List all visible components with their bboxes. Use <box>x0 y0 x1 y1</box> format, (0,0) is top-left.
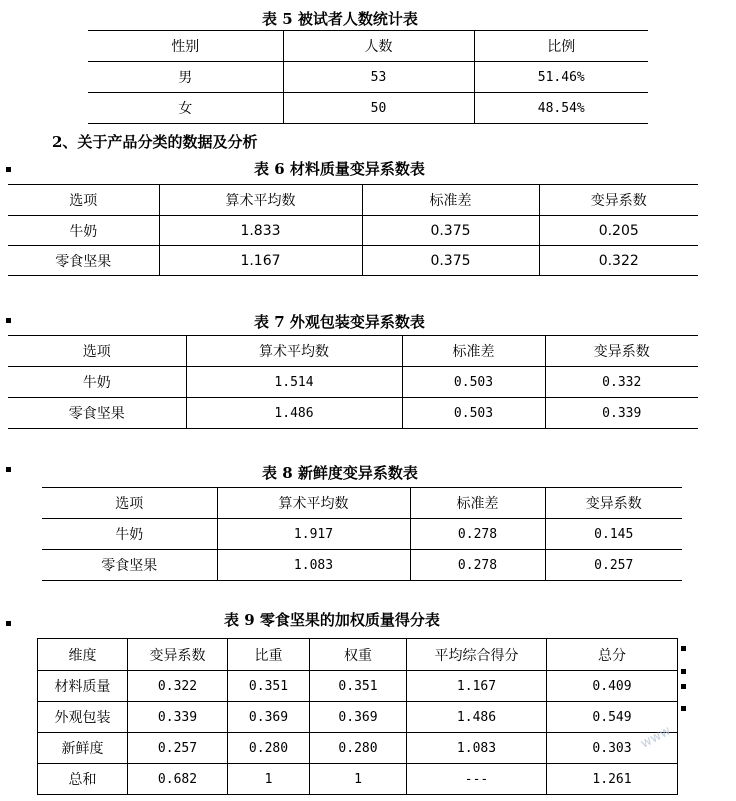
table-cell: 1.261 <box>547 764 678 795</box>
table5-header: 性别 <box>88 31 283 62</box>
table-cell: 0.339 <box>128 702 228 733</box>
table-cell: 0.205 <box>539 216 698 246</box>
row-end-marker <box>681 669 686 674</box>
table6-header: 变异系数 <box>539 185 698 216</box>
table8-header: 标准差 <box>410 488 545 519</box>
table8-header: 变异系数 <box>545 488 682 519</box>
table-cell: 男 <box>88 62 283 93</box>
table8-caption: 表 8 新鲜度变异系数表 <box>262 464 418 482</box>
table-row <box>38 671 678 702</box>
table-row <box>8 398 698 429</box>
table7-header: 标准差 <box>402 336 545 367</box>
table-cell: 0.369 <box>228 702 310 733</box>
table8-header: 算术平均数 <box>217 488 410 519</box>
table-cell: 0.278 <box>410 519 545 550</box>
table-row <box>8 216 698 246</box>
table-cell: 材料质量 <box>38 671 128 702</box>
table-cell: 1.083 <box>217 550 410 581</box>
table-row <box>42 519 682 550</box>
table-cell: 1.486 <box>186 398 402 429</box>
anchor-marker <box>6 167 11 172</box>
table-cell: 1.833 <box>159 216 362 246</box>
table-cell: 总和 <box>38 764 128 795</box>
table-row <box>38 702 678 733</box>
table-cell: 0.549 <box>547 702 678 733</box>
table-cell: 0.503 <box>402 398 545 429</box>
table9 <box>37 638 678 795</box>
table7-header: 算术平均数 <box>186 336 402 367</box>
section-heading: 2、关于产品分类的数据及分析 <box>52 133 258 151</box>
table-cell: 女 <box>88 93 283 124</box>
table8-header: 选项 <box>42 488 217 519</box>
table7-header: 选项 <box>8 336 186 367</box>
table5-caption: 表 5 被试者人数统计表 <box>262 10 418 28</box>
table-row <box>42 550 682 581</box>
row-end-marker <box>681 706 686 711</box>
table-cell: 0.280 <box>228 733 310 764</box>
row-end-marker <box>681 684 686 689</box>
watermark: www <box>638 723 674 752</box>
table-cell: 0.257 <box>545 550 682 581</box>
table7 <box>8 335 698 429</box>
table-cell: 1.167 <box>159 246 362 276</box>
table-cell: 0.280 <box>310 733 407 764</box>
table-cell: 外观包装 <box>38 702 128 733</box>
table-row <box>8 367 698 398</box>
table9-header: 权重 <box>310 639 407 671</box>
table-cell: 0.503 <box>402 367 545 398</box>
table-cell: 0.332 <box>545 367 698 398</box>
table-cell: 53 <box>283 62 474 93</box>
table-cell: 0.375 <box>362 216 539 246</box>
table9-header: 变异系数 <box>128 639 228 671</box>
table9-header: 平均综合得分 <box>407 639 547 671</box>
table-cell: 0.145 <box>545 519 682 550</box>
table-row <box>88 93 648 124</box>
table-cell: 0.409 <box>547 671 678 702</box>
table9-header: 比重 <box>228 639 310 671</box>
table9-header: 维度 <box>38 639 128 671</box>
table-cell: --- <box>407 764 547 795</box>
table-cell: 0.278 <box>410 550 545 581</box>
table-cell: 零食坚果 <box>8 398 186 429</box>
table-cell: 1.167 <box>407 671 547 702</box>
table-cell: 0.375 <box>362 246 539 276</box>
table-cell: 0.339 <box>545 398 698 429</box>
table9-header: 总分 <box>547 639 678 671</box>
table5-header: 人数 <box>283 31 474 62</box>
table-cell: 1.486 <box>407 702 547 733</box>
table8 <box>42 487 682 581</box>
table6-caption: 表 6 材料质量变异系数表 <box>254 160 425 178</box>
table-cell: 0.682 <box>128 764 228 795</box>
table-cell: 1.917 <box>217 519 410 550</box>
table-cell: 0.351 <box>310 671 407 702</box>
table-cell: 0.369 <box>310 702 407 733</box>
table-cell: 零食坚果 <box>42 550 217 581</box>
table6-header: 算术平均数 <box>159 185 362 216</box>
table-cell: 0.257 <box>128 733 228 764</box>
table6-header: 选项 <box>8 185 159 216</box>
table-cell: 0.303 <box>547 733 678 764</box>
table6-header: 标准差 <box>362 185 539 216</box>
table-cell: 0.351 <box>228 671 310 702</box>
table-cell: 1 <box>228 764 310 795</box>
table-cell: 48.54% <box>474 93 648 124</box>
table-row <box>38 733 678 764</box>
table-cell: 51.46% <box>474 62 648 93</box>
table7-header: 变异系数 <box>545 336 698 367</box>
table-cell: 50 <box>283 93 474 124</box>
table6 <box>8 184 698 276</box>
table-cell: 0.322 <box>539 246 698 276</box>
table-cell: 牛奶 <box>8 216 159 246</box>
table9-caption: 表 9 零食坚果的加权质量得分表 <box>224 611 440 629</box>
anchor-marker <box>6 318 11 323</box>
table-cell: 0.322 <box>128 671 228 702</box>
table-cell: 1.514 <box>186 367 402 398</box>
table-row <box>8 246 698 276</box>
table-cell: 新鲜度 <box>38 733 128 764</box>
table-cell: 1.083 <box>407 733 547 764</box>
table-cell: 零食坚果 <box>8 246 159 276</box>
table5 <box>88 30 648 124</box>
table5-header: 比例 <box>474 31 648 62</box>
table7-caption: 表 7 外观包装变异系数表 <box>254 313 425 331</box>
table-row <box>88 62 648 93</box>
table-row <box>38 764 678 795</box>
anchor-marker <box>6 467 11 472</box>
anchor-marker <box>6 621 11 626</box>
table-cell: 牛奶 <box>42 519 217 550</box>
row-end-marker <box>681 646 686 651</box>
table-cell: 1 <box>310 764 407 795</box>
table-cell: 牛奶 <box>8 367 186 398</box>
